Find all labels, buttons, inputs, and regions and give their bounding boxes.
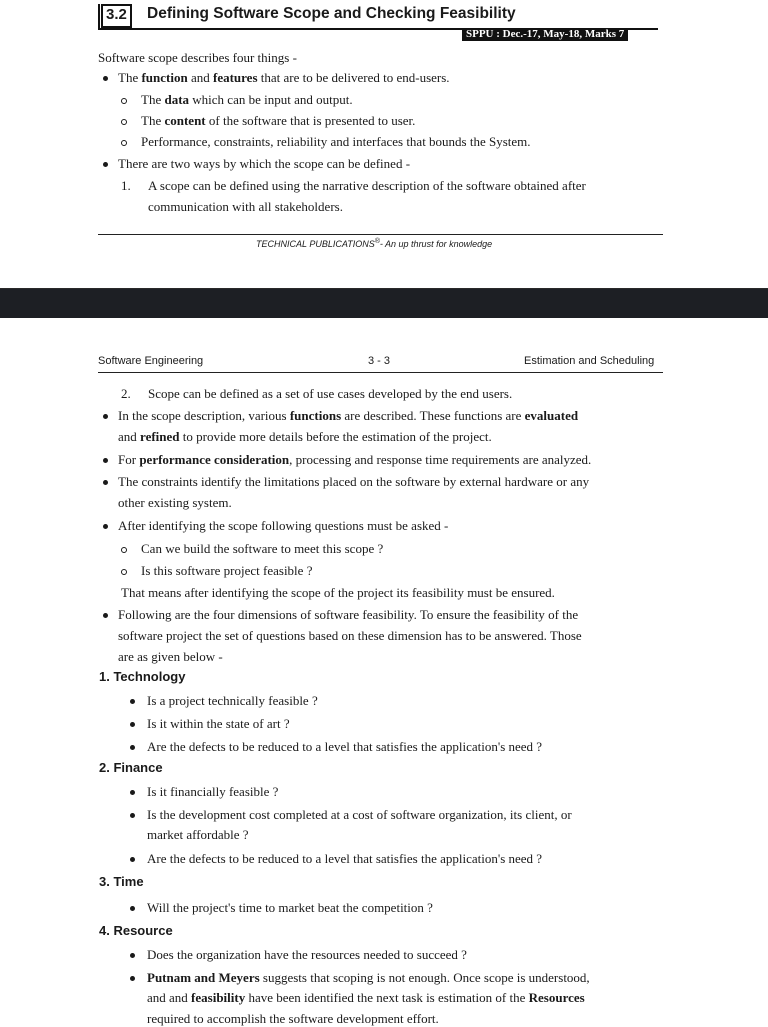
bullet-performance: For performance consideration, processing and response time requirements are analyzed. — [118, 452, 592, 467]
numbered-item-1-line2: communication with all stakeholders. — [148, 199, 343, 214]
circle-bullet-icon — [121, 569, 127, 575]
heading-resource: 4. Resource — [99, 923, 173, 938]
circle-bullet-icon — [121, 119, 127, 125]
dimensions-line3: are as given below - — [118, 649, 223, 664]
exam-tag-badge: SPPU : Dec.-17, May-18, Marks 7 — [462, 28, 628, 41]
numbered-item-1-number: 1. — [121, 178, 131, 193]
circle-bullet-icon — [121, 140, 127, 146]
bullet-functions-line2: and refined to provide more details before the estimation of the project. — [118, 429, 492, 444]
technology-item-1: Is a project technically feasible ? — [147, 693, 318, 708]
bullet-constraints-line1: The constraints identify the limitations placed on the software by external hardware or any — [118, 474, 590, 489]
publisher-footer: TECHNICAL PUBLICATIONS®- An up thrust for knowledge — [256, 238, 493, 249]
bullet-icon — [103, 458, 108, 463]
page-top — [0, 0, 768, 288]
finance-item-1: Is it financially feasible ? — [147, 784, 279, 799]
finance-item-2-line1: Is the development cost completed at a cost of software organization, its client, or — [147, 807, 572, 822]
page-bottom — [0, 318, 768, 1024]
subitem-data: The data which can be input and output. — [141, 92, 353, 107]
running-header-left: Software Engineering — [98, 355, 204, 367]
question-feasible: Is this software project feasible ? — [141, 563, 313, 578]
bullet-questions: After identifying the scope following questions must be asked - — [118, 518, 449, 533]
bullet-constraints-line2: other existing system. — [118, 495, 232, 510]
page-gap-divider — [0, 288, 768, 318]
bullet-two-ways: There are two ways by which the scope can be defined - — [118, 156, 411, 171]
heading-finance: 2. Finance — [99, 760, 163, 775]
running-header-page-number: 3 - 3 — [368, 355, 391, 367]
bullet-icon — [103, 162, 108, 167]
bullet-icon — [130, 745, 135, 750]
numbered-item-1-line1: A scope can be defined using the narrative description of the software obtained after — [148, 178, 586, 193]
scope-intro: Software scope describes four things - — [98, 50, 297, 65]
bullet-icon — [130, 906, 135, 911]
technology-item-3: Are the defects to be reduced to a level that satisfies the application's need ? — [147, 739, 543, 754]
resource-item-2-line2: and and feasibility have been identified the next task is estimation of the Resources — [147, 990, 585, 1005]
dimensions-line1: Following are the four dimensions of software feasibility. To ensure the feasibility of the — [118, 607, 579, 622]
bullet-icon — [130, 857, 135, 862]
bullet-icon — [130, 813, 135, 818]
resource-item-2-line3: required to accomplish the software development effort. — [147, 1011, 439, 1026]
bullet-icon — [103, 524, 108, 529]
running-header-right: Estimation and Scheduling — [524, 355, 655, 367]
heading-time: 3. Time — [99, 874, 144, 889]
numbered-item-2-text: Scope can be defined as a set of use cases developed by the end users. — [148, 386, 513, 401]
subitem-content: The content of the software that is presented to user. — [141, 113, 416, 128]
subitem-performance: Performance, constraints, reliability and interfaces that bounds the System. — [141, 134, 531, 149]
dimensions-line2: software project the set of questions based on these dimension has to be answered. Those — [118, 628, 582, 643]
circle-bullet-icon — [121, 98, 127, 104]
feasibility-note: That means after identifying the scope of the project its feasibility must be ensured. — [121, 585, 555, 600]
numbered-item-2-number: 2. — [121, 386, 131, 401]
technology-item-2: Is it within the state of art ? — [147, 716, 290, 731]
heading-technology: 1. Technology — [99, 669, 186, 684]
question-build: Can we build the software to meet this scope ? — [141, 541, 384, 556]
bullet-icon — [130, 722, 135, 727]
bullet-icon — [130, 790, 135, 795]
bullet-icon — [130, 953, 135, 958]
bullet-icon — [103, 613, 108, 618]
time-item-1: Will the project's time to market beat the competition ? — [147, 900, 433, 915]
resource-item-1: Does the organization have the resources needed to succeed ? — [147, 947, 467, 962]
resource-item-2-line1: Putnam and Meyers suggests that scoping is not enough. Once scope is understood, — [147, 970, 590, 985]
footer-rule — [98, 234, 663, 235]
bullet-icon — [130, 976, 135, 981]
bullet-icon — [130, 699, 135, 704]
bullet-icon — [103, 76, 108, 81]
section-title: Defining Software Scope and Checking Feasibility — [147, 5, 516, 22]
running-header-rule — [98, 372, 663, 373]
finance-item-3: Are the defects to be reduced to a level that satisfies the application's need ? — [147, 851, 543, 866]
finance-item-2-line2: market affordable ? — [147, 827, 249, 842]
bullet-function-features: The function and features that are to be delivered to end-users. — [118, 70, 450, 85]
bullet-icon — [103, 414, 108, 419]
bullet-icon — [103, 480, 108, 485]
circle-bullet-icon — [121, 547, 127, 553]
section-number: 3.2 — [101, 4, 132, 28]
section-left-rule — [98, 4, 100, 28]
bullet-functions-line1: In the scope description, various functions are described. These functions are evaluated — [118, 408, 579, 423]
